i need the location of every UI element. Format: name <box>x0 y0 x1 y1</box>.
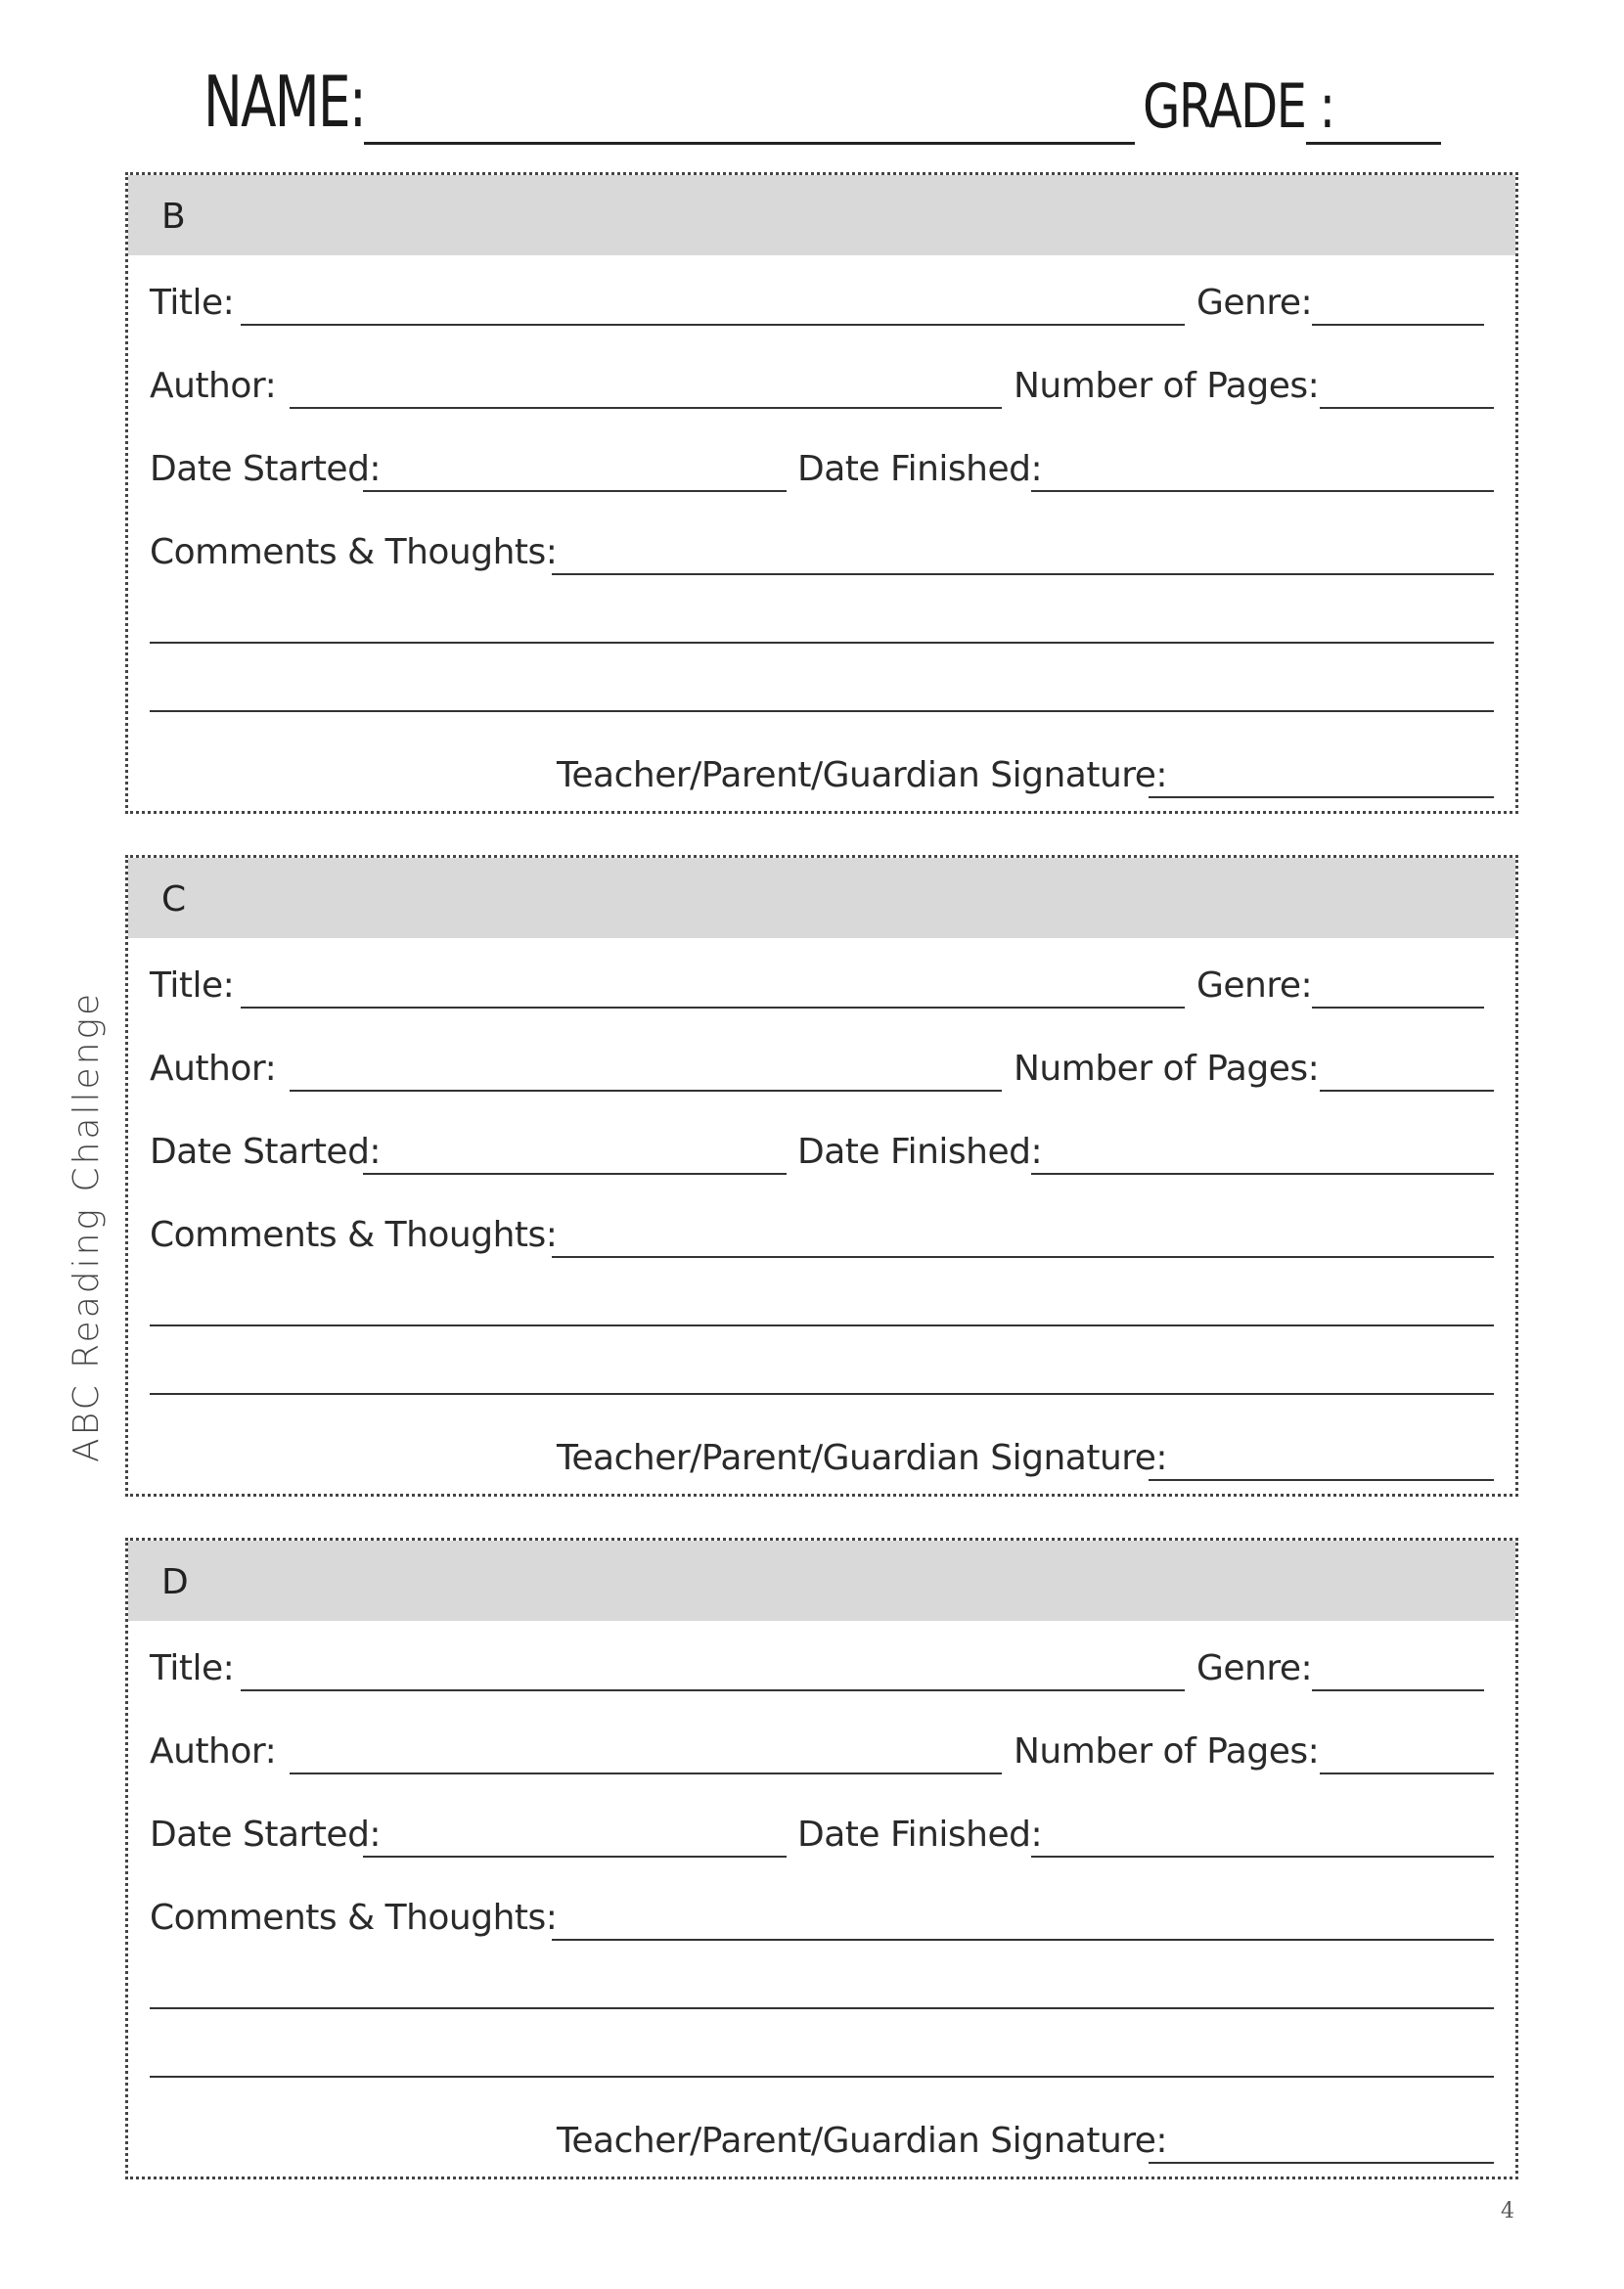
card-letter: D <box>161 1562 189 1602</box>
author-label: Author: <box>150 1731 277 1772</box>
dates-row <box>128 1122 1515 1181</box>
date-started-field-line[interactable] <box>363 1856 787 1858</box>
signature-row <box>128 2111 1515 2170</box>
author-field-line[interactable] <box>290 1773 1002 1774</box>
genre-label: Genre: <box>1196 965 1313 1006</box>
card-header <box>128 175 1515 255</box>
title-row <box>128 273 1515 332</box>
comments-extra-line[interactable] <box>150 2007 1494 2009</box>
signature-label: Teacher/Parent/Guardian Signature: <box>557 755 1168 795</box>
card-letter: C <box>161 879 187 920</box>
comments-field-line[interactable] <box>552 1256 1494 1258</box>
date-finished-label: Date Finished: <box>797 1815 1043 1855</box>
author-row <box>128 1722 1515 1780</box>
author-field-line[interactable] <box>290 1090 1002 1092</box>
title-row <box>128 1638 1515 1697</box>
author-label: Author: <box>150 366 277 406</box>
signature-field-line[interactable] <box>1149 1479 1494 1481</box>
author-label: Author: <box>150 1049 277 1089</box>
date-started-field-line[interactable] <box>363 490 787 492</box>
genre-field-line[interactable] <box>1312 1007 1484 1009</box>
comments-field-line[interactable] <box>552 1939 1494 1941</box>
page-number: 4 <box>1501 2199 1514 2223</box>
date-started-label: Date Started: <box>150 449 382 489</box>
pages-field-line[interactable] <box>1320 1090 1494 1092</box>
book-card-d <box>125 1538 1518 2179</box>
name-field-line[interactable] <box>364 142 1135 145</box>
comments-row <box>128 522 1515 581</box>
dates-row <box>128 1805 1515 1863</box>
pages-field-line[interactable] <box>1320 1773 1494 1774</box>
comments-row <box>128 1205 1515 1264</box>
comments-extra-line[interactable] <box>150 1393 1494 1395</box>
signature-label: Teacher/Parent/Guardian Signature: <box>557 1438 1168 1478</box>
genre-label: Genre: <box>1196 283 1313 323</box>
signature-row <box>128 745 1515 804</box>
comments-label: Comments & Thoughts: <box>150 532 558 572</box>
genre-field-line[interactable] <box>1312 1689 1484 1691</box>
author-row <box>128 356 1515 415</box>
title-field-line[interactable] <box>241 324 1185 326</box>
book-card-b <box>125 172 1518 814</box>
comments-extra-line[interactable] <box>150 710 1494 712</box>
date-finished-label: Date Finished: <box>797 449 1043 489</box>
comments-label: Comments & Thoughts: <box>150 1898 558 1938</box>
genre-label: Genre: <box>1196 1648 1313 1688</box>
comments-extra-line[interactable] <box>150 1324 1494 1326</box>
comments-extra-line[interactable] <box>150 2076 1494 2078</box>
comments-extra-line[interactable] <box>150 642 1494 644</box>
author-field-line[interactable] <box>290 407 1002 409</box>
signature-row <box>128 1428 1515 1487</box>
comments-row <box>128 1888 1515 1947</box>
date-started-label: Date Started: <box>150 1815 382 1855</box>
card-header <box>128 1541 1515 1621</box>
page-header <box>0 0 1624 157</box>
date-started-field-line[interactable] <box>363 1173 787 1175</box>
signature-label: Teacher/Parent/Guardian Signature: <box>557 2121 1168 2161</box>
comments-field-line[interactable] <box>552 573 1494 575</box>
title-field-line[interactable] <box>241 1689 1185 1691</box>
title-label: Title: <box>150 1648 235 1688</box>
grade-label: GRADE : <box>1143 70 1334 142</box>
comments-label: Comments & Thoughts: <box>150 1215 558 1255</box>
title-label: Title: <box>150 283 235 323</box>
date-finished-label: Date Finished: <box>797 1132 1043 1172</box>
title-label: Title: <box>150 965 235 1006</box>
author-row <box>128 1039 1515 1098</box>
date-finished-field-line[interactable] <box>1031 490 1494 492</box>
title-row <box>128 956 1515 1014</box>
pages-label: Number of Pages: <box>1014 366 1320 406</box>
pages-label: Number of Pages: <box>1014 1049 1320 1089</box>
dates-row <box>128 439 1515 498</box>
title-field-line[interactable] <box>241 1007 1185 1009</box>
grade-field-line[interactable] <box>1306 142 1441 145</box>
date-finished-field-line[interactable] <box>1031 1856 1494 1858</box>
pages-label: Number of Pages: <box>1014 1731 1320 1772</box>
signature-field-line[interactable] <box>1149 2162 1494 2164</box>
book-card-c <box>125 855 1518 1497</box>
date-started-label: Date Started: <box>150 1132 382 1172</box>
name-label: NAME: <box>203 61 366 143</box>
side-title: ABC Reading Challenge <box>67 990 107 1462</box>
pages-field-line[interactable] <box>1320 407 1494 409</box>
card-header <box>128 858 1515 938</box>
date-finished-field-line[interactable] <box>1031 1173 1494 1175</box>
genre-field-line[interactable] <box>1312 324 1484 326</box>
card-letter: B <box>161 197 186 237</box>
signature-field-line[interactable] <box>1149 796 1494 798</box>
